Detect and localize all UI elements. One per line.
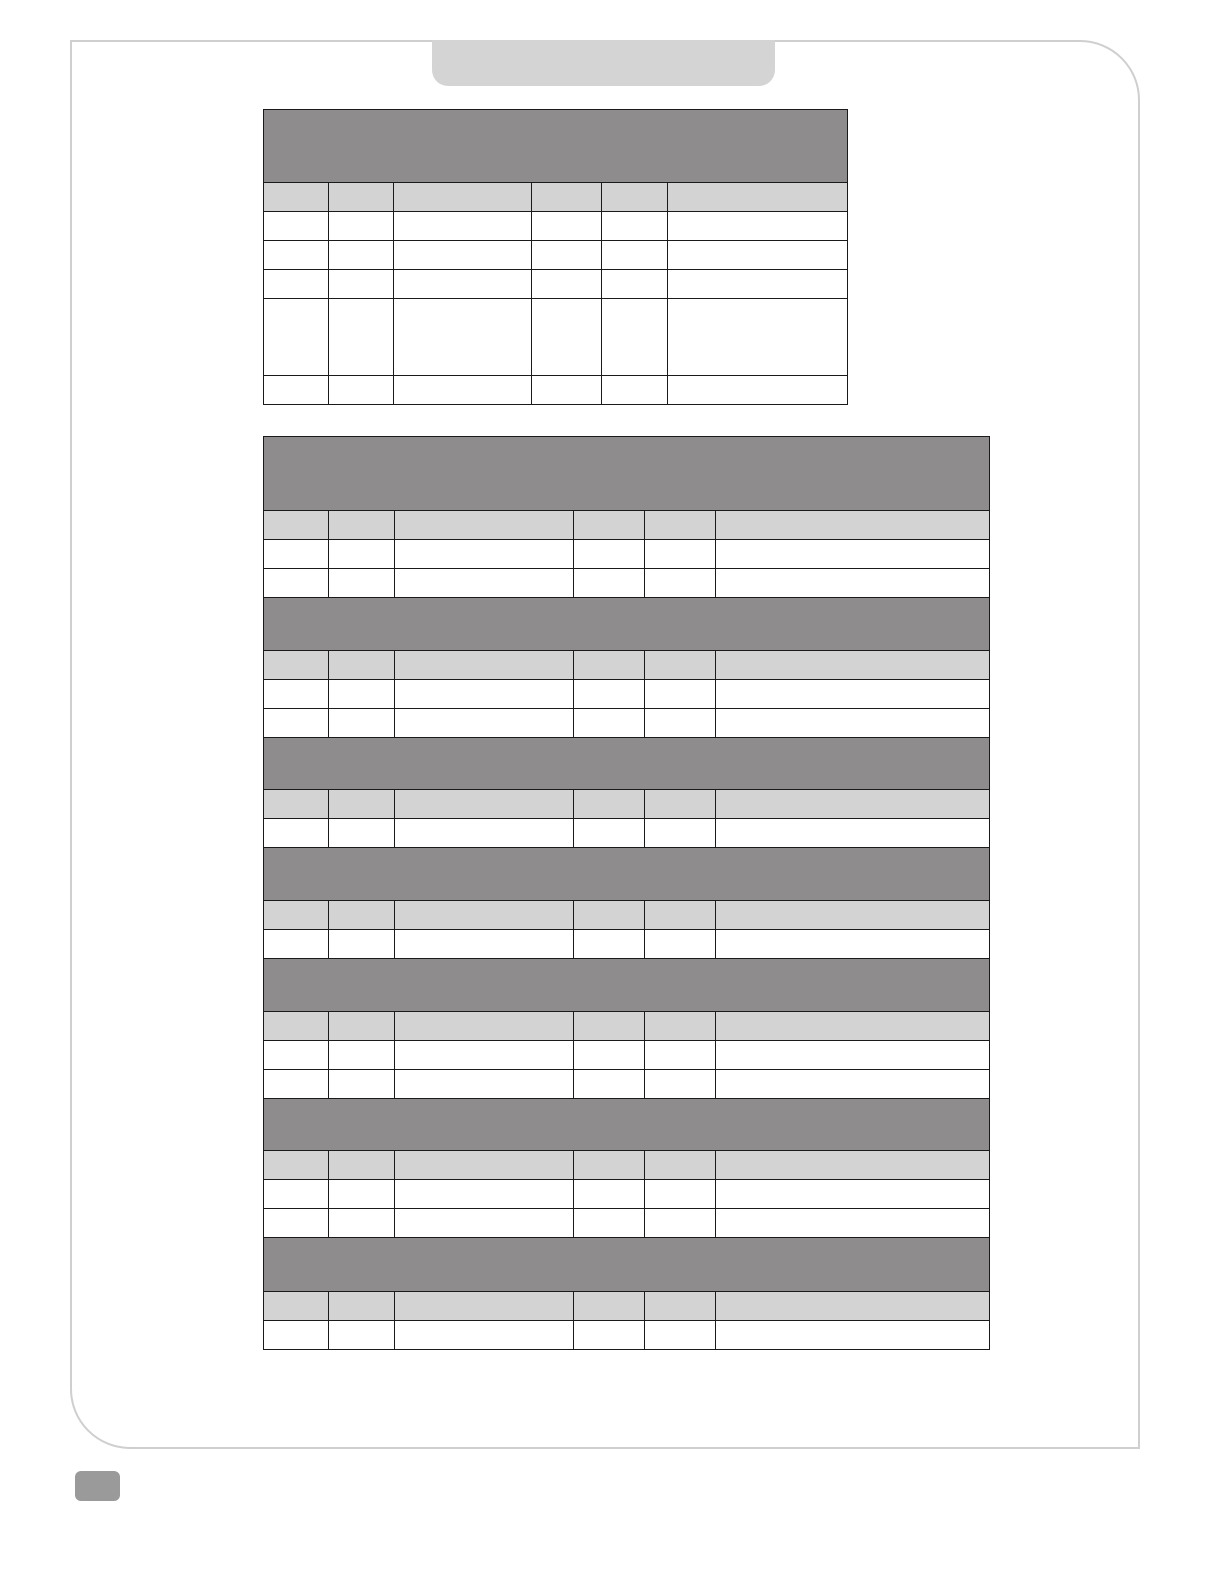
table-cell xyxy=(574,1321,645,1350)
column-header xyxy=(264,1292,329,1321)
table-cell xyxy=(395,1321,574,1350)
table-cell xyxy=(329,1041,395,1070)
table-2 xyxy=(263,436,990,1350)
column-header xyxy=(645,511,716,540)
column-header xyxy=(329,511,395,540)
column-header xyxy=(574,790,645,819)
table-cell xyxy=(668,212,848,241)
table-cell xyxy=(329,1180,395,1209)
table-cell xyxy=(395,709,574,738)
section-title xyxy=(264,1238,990,1292)
table-cell xyxy=(645,1180,716,1209)
column-header xyxy=(574,1151,645,1180)
column-header xyxy=(264,651,329,680)
table-row xyxy=(264,709,990,738)
column-header xyxy=(329,651,395,680)
column-header xyxy=(264,1151,329,1180)
column-header xyxy=(329,1151,395,1180)
column-header xyxy=(716,790,990,819)
column-header xyxy=(716,1012,990,1041)
table-cell xyxy=(645,569,716,598)
section-title xyxy=(264,437,990,511)
table-cell xyxy=(329,376,394,405)
table-row xyxy=(264,1041,990,1070)
table-cell xyxy=(668,270,848,299)
table-cell xyxy=(395,1180,574,1209)
table-cell xyxy=(329,1070,395,1099)
page-number-tab xyxy=(75,1471,120,1501)
table-cell xyxy=(264,270,329,299)
table-cell xyxy=(668,299,848,376)
table-row xyxy=(264,930,990,959)
table-cell xyxy=(574,819,645,848)
table-cell xyxy=(395,1209,574,1238)
table-cell xyxy=(532,212,602,241)
table-2-section-title-row xyxy=(264,598,990,651)
table-row xyxy=(264,540,990,569)
table-cell xyxy=(716,709,990,738)
column-header xyxy=(329,183,394,212)
column-header xyxy=(574,901,645,930)
table-cell xyxy=(602,299,668,376)
table-cell xyxy=(264,376,329,405)
table-cell xyxy=(716,1209,990,1238)
table-cell xyxy=(716,569,990,598)
table-cell xyxy=(574,709,645,738)
table-cell xyxy=(716,680,990,709)
table-2-column-header-row xyxy=(264,651,990,680)
table-cell xyxy=(532,270,602,299)
table-cell xyxy=(329,930,395,959)
column-header xyxy=(716,901,990,930)
section-title xyxy=(264,598,990,651)
table-cell xyxy=(395,1070,574,1099)
column-header xyxy=(716,651,990,680)
table-cell xyxy=(394,270,532,299)
table-cell xyxy=(668,241,848,270)
table-cell xyxy=(264,299,329,376)
table-row xyxy=(264,241,848,270)
table-2-section-title-row xyxy=(264,437,990,511)
table-cell xyxy=(394,241,532,270)
table-cell xyxy=(716,1180,990,1209)
table-cell xyxy=(574,540,645,569)
column-header xyxy=(264,790,329,819)
table-cell xyxy=(645,1070,716,1099)
column-header xyxy=(329,790,395,819)
table-cell xyxy=(574,1209,645,1238)
section-title xyxy=(264,959,990,1012)
table-2-column-header-row xyxy=(264,1012,990,1041)
table-cell xyxy=(264,212,329,241)
section-title xyxy=(264,738,990,790)
table-cell xyxy=(394,299,532,376)
column-header xyxy=(574,1012,645,1041)
table-cell xyxy=(602,376,668,405)
table-cell xyxy=(532,299,602,376)
column-header xyxy=(668,183,848,212)
column-header xyxy=(645,790,716,819)
table-cell xyxy=(329,709,395,738)
table-row xyxy=(264,1321,990,1350)
table-cell xyxy=(574,680,645,709)
table-cell xyxy=(645,540,716,569)
table-2-section-title-row xyxy=(264,1099,990,1151)
table-cell xyxy=(264,1041,329,1070)
table-2-section-title-row xyxy=(264,959,990,1012)
table-cell xyxy=(574,569,645,598)
table-cell xyxy=(264,709,329,738)
table-cell xyxy=(395,569,574,598)
table-cell xyxy=(645,680,716,709)
section-title xyxy=(264,848,990,901)
column-header xyxy=(532,183,602,212)
column-header xyxy=(602,183,668,212)
table-row xyxy=(264,270,848,299)
table-cell xyxy=(329,680,395,709)
table-2-column-header-row xyxy=(264,901,990,930)
table-cell xyxy=(645,1321,716,1350)
table-cell xyxy=(264,680,329,709)
table-cell xyxy=(394,212,532,241)
table-row xyxy=(264,1070,990,1099)
column-header xyxy=(395,511,574,540)
table-cell xyxy=(329,241,394,270)
table-cell xyxy=(668,376,848,405)
table-2-column-header-row xyxy=(264,790,990,819)
column-header xyxy=(574,1292,645,1321)
table-row xyxy=(264,819,990,848)
table-cell xyxy=(532,376,602,405)
column-header xyxy=(394,183,532,212)
column-header xyxy=(395,901,574,930)
table-2-section-title-row xyxy=(264,1238,990,1292)
table-cell xyxy=(329,299,394,376)
table-row xyxy=(264,1209,990,1238)
column-header xyxy=(645,1151,716,1180)
table-1-title-row xyxy=(264,110,848,183)
table-cell xyxy=(645,1209,716,1238)
table-cell xyxy=(716,1321,990,1350)
table-cell xyxy=(716,540,990,569)
column-header xyxy=(264,183,329,212)
table-cell xyxy=(264,241,329,270)
table-2-column-header-row xyxy=(264,1151,990,1180)
column-header xyxy=(264,1012,329,1041)
column-header xyxy=(645,1292,716,1321)
table-row xyxy=(264,299,848,376)
column-header xyxy=(395,1012,574,1041)
column-header xyxy=(395,1292,574,1321)
table-cell xyxy=(532,241,602,270)
table-cell xyxy=(602,241,668,270)
table-cell xyxy=(645,1041,716,1070)
table-cell xyxy=(716,1070,990,1099)
table-cell xyxy=(574,1041,645,1070)
table-cell xyxy=(602,212,668,241)
column-header xyxy=(329,1012,395,1041)
table-cell xyxy=(264,1209,329,1238)
table-cell xyxy=(329,212,394,241)
table-cell xyxy=(645,930,716,959)
table-2-section-title-row xyxy=(264,848,990,901)
table-cell xyxy=(395,930,574,959)
table-cell xyxy=(716,1041,990,1070)
table-cell xyxy=(602,270,668,299)
table-cell xyxy=(264,1070,329,1099)
table-cell xyxy=(395,819,574,848)
table-cell xyxy=(264,1180,329,1209)
table-cell xyxy=(264,1321,329,1350)
column-header xyxy=(645,901,716,930)
table-cell xyxy=(329,1209,395,1238)
column-header xyxy=(716,1292,990,1321)
table-cell xyxy=(264,569,329,598)
table-cell xyxy=(329,1321,395,1350)
table-cell xyxy=(716,819,990,848)
table-row xyxy=(264,680,990,709)
table-row xyxy=(264,569,990,598)
table-cell xyxy=(645,819,716,848)
table-cell xyxy=(264,540,329,569)
column-header xyxy=(645,651,716,680)
table-row xyxy=(264,376,848,405)
table-1-title xyxy=(264,110,848,183)
column-header xyxy=(574,511,645,540)
table-cell xyxy=(329,540,395,569)
table-cell xyxy=(574,930,645,959)
table-cell xyxy=(395,1041,574,1070)
table-cell xyxy=(264,930,329,959)
table-cell xyxy=(574,1070,645,1099)
column-header xyxy=(395,651,574,680)
column-header xyxy=(645,1012,716,1041)
section-title xyxy=(264,1099,990,1151)
table-cell xyxy=(329,270,394,299)
table-cell xyxy=(574,1180,645,1209)
column-header xyxy=(395,1151,574,1180)
table-2-column-header-row xyxy=(264,1292,990,1321)
table-cell xyxy=(264,819,329,848)
table-cell xyxy=(394,376,532,405)
column-header xyxy=(716,511,990,540)
column-header xyxy=(574,651,645,680)
table-cell xyxy=(395,540,574,569)
table-cell xyxy=(329,819,395,848)
table-2-section-title-row xyxy=(264,738,990,790)
table-cell xyxy=(645,709,716,738)
table-cell xyxy=(716,930,990,959)
table-1-column-header-row xyxy=(264,183,848,212)
column-header xyxy=(329,901,395,930)
column-header xyxy=(395,790,574,819)
table-1 xyxy=(263,109,848,405)
column-header xyxy=(329,1292,395,1321)
header-tab xyxy=(432,40,775,86)
table-row xyxy=(264,1180,990,1209)
column-header xyxy=(264,901,329,930)
table-row xyxy=(264,212,848,241)
table-2-column-header-row xyxy=(264,511,990,540)
column-header xyxy=(264,511,329,540)
table-cell xyxy=(395,680,574,709)
table-cell xyxy=(329,569,395,598)
column-header xyxy=(716,1151,990,1180)
